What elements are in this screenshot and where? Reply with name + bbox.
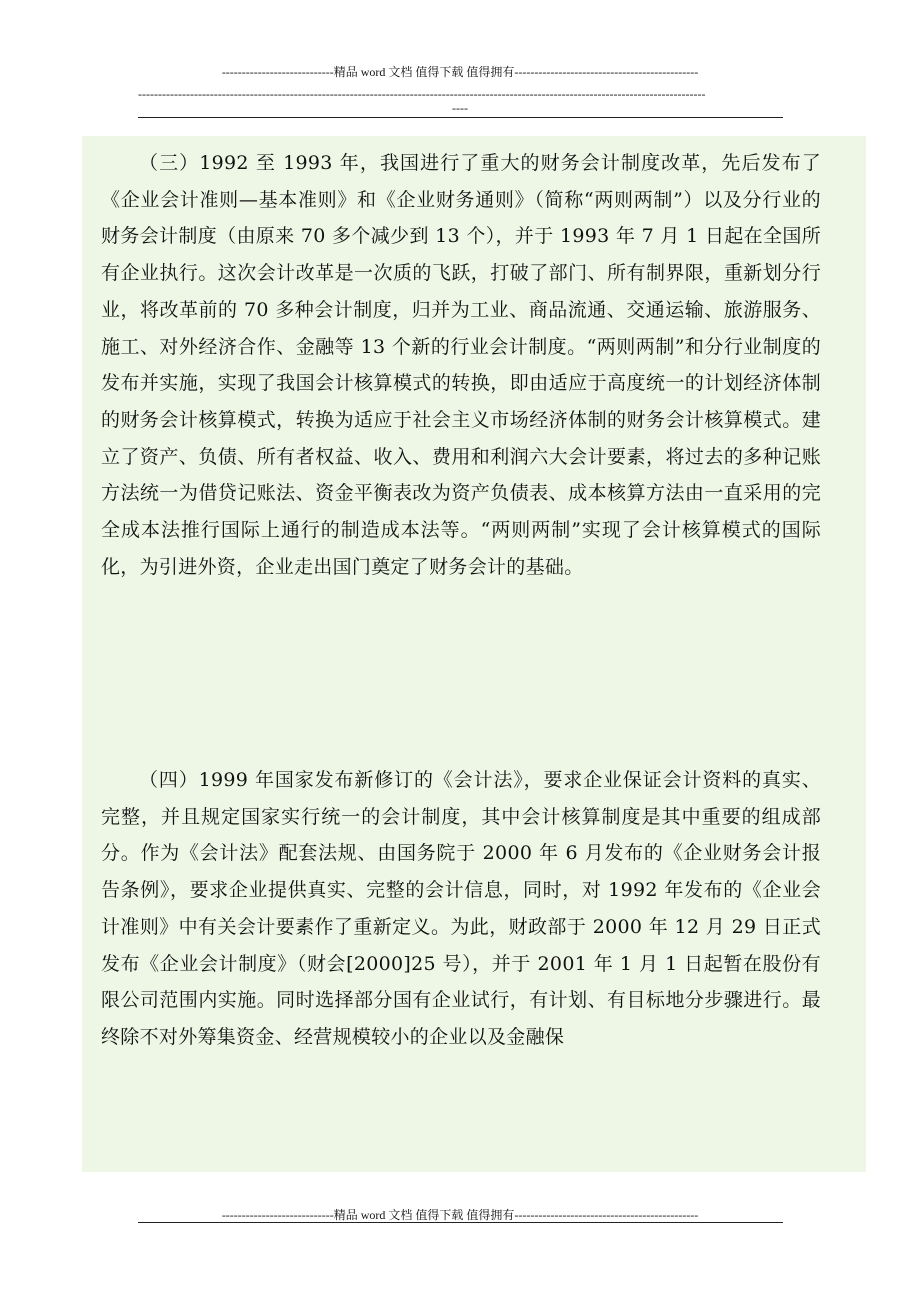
paragraph-section-three: （三）1992 至 1993 年，我国进行了重大的财务会计制度改革，先后发布了《企业会计准则—基本准则》和《企业财务通则》（简称“两则两制”）以及分行业的财务会计制度（由原来 70 多个减少到 13 个），并于 1993 年 7 月 1 日起在全国所有企业执行。这次会计改革是一次质的飞跃，打破了部门、所有制界限，重新划分行业，将改革前的 70 多种会计制度，归并为工业、商品流通、交通运输、旅游服务、施工、对外经济合作、金融等 13 个新的行业会计制度。“两则两制”和分行业制度的发布并实施，实现了我国会计核算模式的转换，即由适应于高度统一的计划经济体制的财务会计核算模式，转换为适应于社会主义市场经济体制的财务会计核算模式。建立了资产、负债、所有者权益、收入、费用和利润六大会计要素，将过去的多种记账方法统一为借贷记账法、资金平衡表改为资产负债表、成本核算方法由一直采用的完全成本法推行国际上通行的制造成本法等。“两则两制”实现了会计核算模式的国际化，为引进外资，企业走出国门奠定了财务会计的基础。 (101, 152, 821, 578)
paragraph-section-four: （四）1999 年国家发布新修订的《会计法》，要求企业保证会计资料的真实、完整，并且规定国家实行统一的会计制度，其中会计核算制度是其中重要的组成部分。作为《会计法》配套法规、由国务院于 2000 年 6 月发布的《企业财务会计报告条例》，要求企业提供真实、完整的会计信息，同时，对 1992 年发布的《企业会计准则》中有关会计要素作了重新定义。为此，财政部于 2000 年 12 月 29 日正式发布《企业会计制度》（财会[2000]25 号），并于 2001 年 1 月 1 日起暂在股份有限公司范围内实施。同时选择部分国有企业试行，有计划、有目标地分步骤进行。最终除不对外筹集资金、经营规模较小的企业以及金融保 (101, 769, 821, 1048)
footer-rule (138, 1222, 783, 1223)
footer-banner: ----------------------------精品 word 文档 值得下载 值得拥有---------------------------------------------- (221, 1208, 699, 1222)
header-dash-tail: ---- (452, 101, 468, 115)
header-dash-line: ---------------------------------------------------------------------------------------------------------------------------------------------- (138, 87, 706, 101)
header-banner: ----------------------------精品 word 文档 值得下载 值得拥有---------------------------------------------- (221, 65, 699, 79)
header-rule (138, 117, 783, 118)
